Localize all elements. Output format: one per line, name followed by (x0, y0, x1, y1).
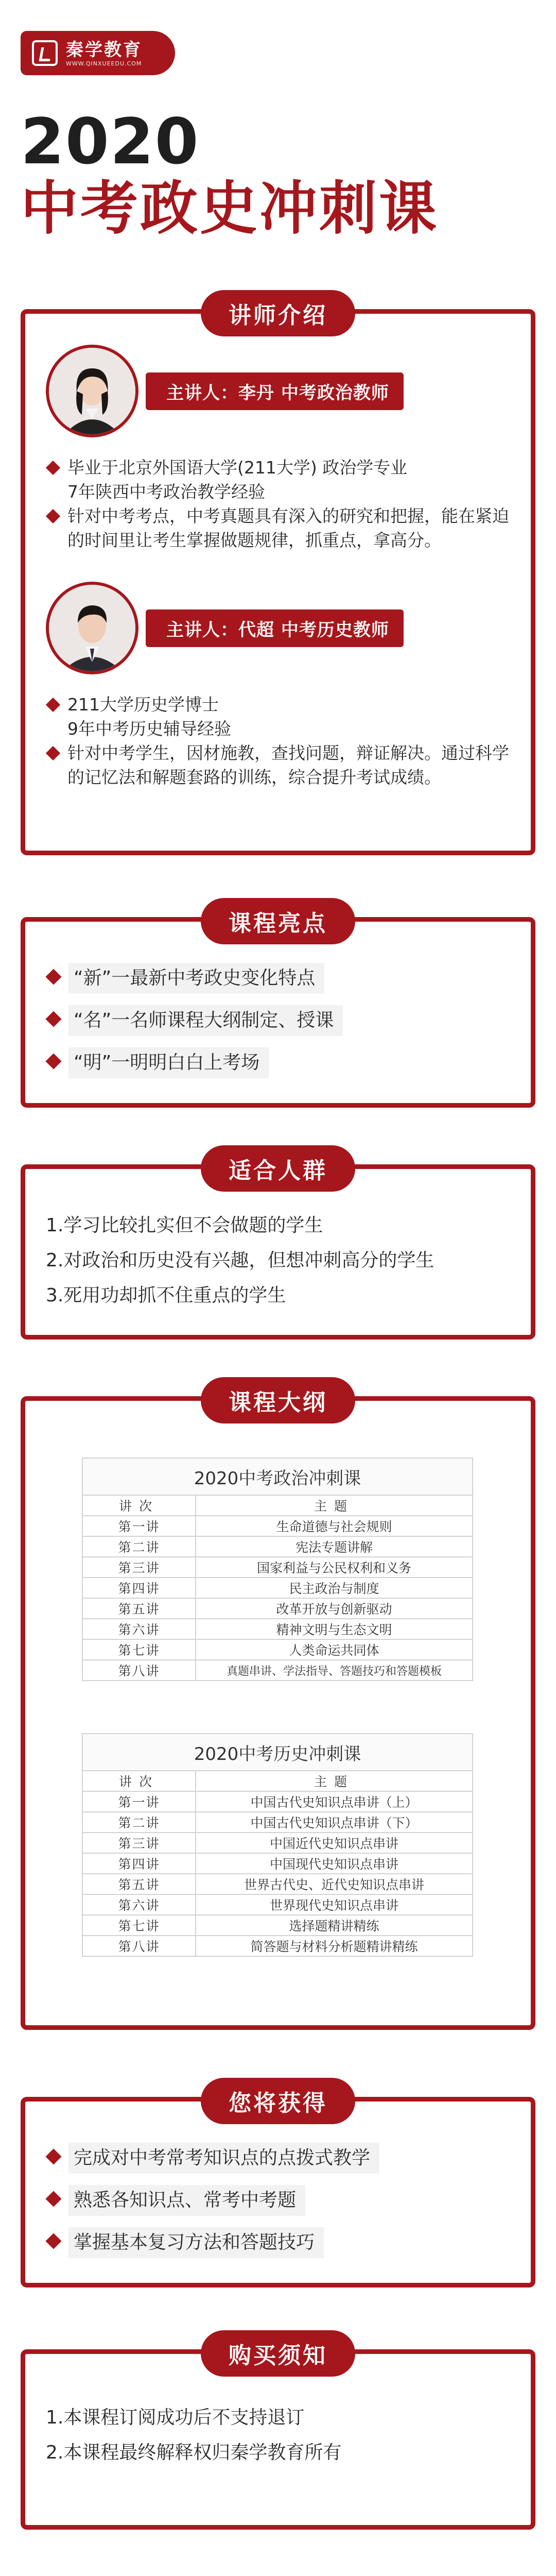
gains-card (21, 2090, 535, 2287)
table-row: 第二讲 中国古代史知识点串讲（下） (82, 1812, 473, 1833)
table-header-topic: 主题 (196, 1495, 473, 1516)
teacher-2 (46, 582, 404, 674)
list-item: 211大学历史学博士 9年中考历史辅导经验 (45, 692, 510, 741)
table-row: 第三讲 中国近代史知识点串讲 (82, 1833, 473, 1853)
list-item: 2.对政治和历史没有兴趣，但想冲刺高分的学生 (46, 1250, 435, 1271)
page-header (0, 0, 556, 289)
table-row: 第二讲 宪法专题讲解 (82, 1536, 473, 1557)
page-title: 中考政史冲刺课 (21, 175, 439, 242)
table-row: 第五讲 世界古代史、近代史知识点串讲 (82, 1874, 473, 1894)
list-item: 针对中考学生，因材施教，查找问题，辩证解决。通过科学的记忆法和解题套路的训练，综合提升考试成绩。 (45, 741, 510, 789)
diamond-bullet-icon (45, 1011, 61, 1027)
table-row: 第一讲 生命道德与社会规则 (82, 1516, 473, 1536)
diamond-bullet-icon (46, 461, 60, 475)
highlights-list (45, 963, 343, 1090)
list-item: 3.死用功却抓不住重点的学生 (46, 1285, 286, 1306)
teacher-1-tag: 主讲人：李丹 中考政治教师 (152, 372, 404, 410)
list-item: “新”一最新中考政史变化特点 (45, 963, 343, 994)
teachers-card (21, 302, 535, 855)
politics-syllabus-table (82, 1458, 473, 1681)
title-year: 2020 (21, 105, 200, 178)
logo-url: WWW.QINXUEEDU.COM (66, 60, 142, 67)
diamond-bullet-icon (45, 2191, 61, 2207)
list-item: “名”一名师课程大纲制定、授课 (45, 1005, 343, 1036)
gains-section-title: 您将获得 (201, 2078, 355, 2124)
table-header-session: 讲次 (82, 1495, 196, 1516)
highlights-section-title: 课程亮点 (201, 898, 355, 944)
table-row: 第三讲 国家利益与公民权利和义务 (82, 1557, 473, 1578)
list-item: 毕业于北京外国语大学(211大学) 政治学专业 7年陕西中考政治教学经验 (45, 455, 510, 504)
table-row: 第七讲 选择题精讲精练 (82, 1915, 473, 1936)
diamond-bullet-icon (45, 969, 61, 985)
table-header-session: 讲次 (82, 1771, 196, 1791)
table-row: 第五讲 改革开放与创新驱动 (82, 1598, 473, 1619)
notice-section-title: 购买须知 (201, 2330, 355, 2377)
list-item: 2.本课程最终解释权归秦学教育所有 (46, 2442, 342, 2463)
table-row: 第四讲 民主政治与制度 (82, 1578, 473, 1598)
table-header-topic: 主题 (196, 1771, 473, 1791)
list-item: 针对中考考点，中考真题具有深入的研究和把握，能在紧迫的时间里让考生掌握做题规律，抓重点，拿高分。 (45, 504, 510, 552)
audience-section-title: 适合人群 (201, 1145, 355, 1192)
list-item: 完成对中考常考知识点的点拨式教学 (45, 2143, 379, 2174)
audience-list (46, 1208, 434, 1313)
logo-icon (32, 40, 58, 66)
list-item: 1.本课程订阅成功后不支持退订 (46, 2407, 305, 2428)
avatar-female (46, 345, 138, 437)
avatar-male (46, 582, 138, 674)
teacher-2-bullets (45, 692, 510, 789)
logo-name: 秦学教育 (66, 39, 142, 60)
notice-list (46, 2400, 341, 2470)
notice-card (21, 2343, 535, 2530)
table-row: 第四讲 中国现代史知识点串讲 (82, 1853, 473, 1874)
audience-card (21, 1158, 535, 1340)
table-row: 第一讲 中国古代史知识点串讲（上） (82, 1791, 473, 1812)
teacher-2-tag: 主讲人：代超 中考历史教师 (152, 609, 404, 647)
diamond-bullet-icon (45, 2233, 61, 2249)
table-row: 第六讲 精神文明与生态文明 (82, 1619, 473, 1639)
list-item: 熟悉各知识点、常考中考题 (45, 2185, 379, 2216)
syllabus-section-title: 课程大纲 (201, 1377, 355, 1423)
teacher-1-bullets (45, 455, 510, 552)
table-row: 第八讲 简答题与材料分析题精讲精练 (82, 1936, 473, 1956)
list-item: “明”一明明白白上考场 (45, 1047, 343, 1078)
brand-logo (21, 31, 175, 75)
history-syllabus-table (82, 1733, 473, 1957)
table-row: 第六讲 世界现代史知识点串讲 (82, 1894, 473, 1915)
history-table-caption: 2020中考历史冲刺课 (82, 1734, 473, 1771)
politics-table-caption: 2020中考政治冲刺课 (82, 1458, 473, 1495)
syllabus-card (21, 1389, 535, 2030)
diamond-bullet-icon (45, 2148, 61, 2164)
diamond-bullet-icon (45, 1053, 61, 1069)
table-row: 第七讲 人类命运共同体 (82, 1639, 473, 1660)
teacher-1 (46, 345, 404, 437)
table-row: 第八讲 真题串讲、学法指导、答题技巧和答题模板 (82, 1660, 473, 1681)
gains-list (45, 2143, 379, 2269)
list-item: 掌握基本复习方法和答题技巧 (45, 2227, 379, 2258)
list-item: 1.学习比较扎实但不会做题的学生 (46, 1215, 323, 1236)
teachers-section-title: 讲师介绍 (201, 290, 355, 336)
diamond-bullet-icon (46, 698, 60, 712)
highlights-card (21, 910, 535, 1108)
diamond-bullet-icon (46, 509, 60, 523)
diamond-bullet-icon (46, 746, 60, 760)
